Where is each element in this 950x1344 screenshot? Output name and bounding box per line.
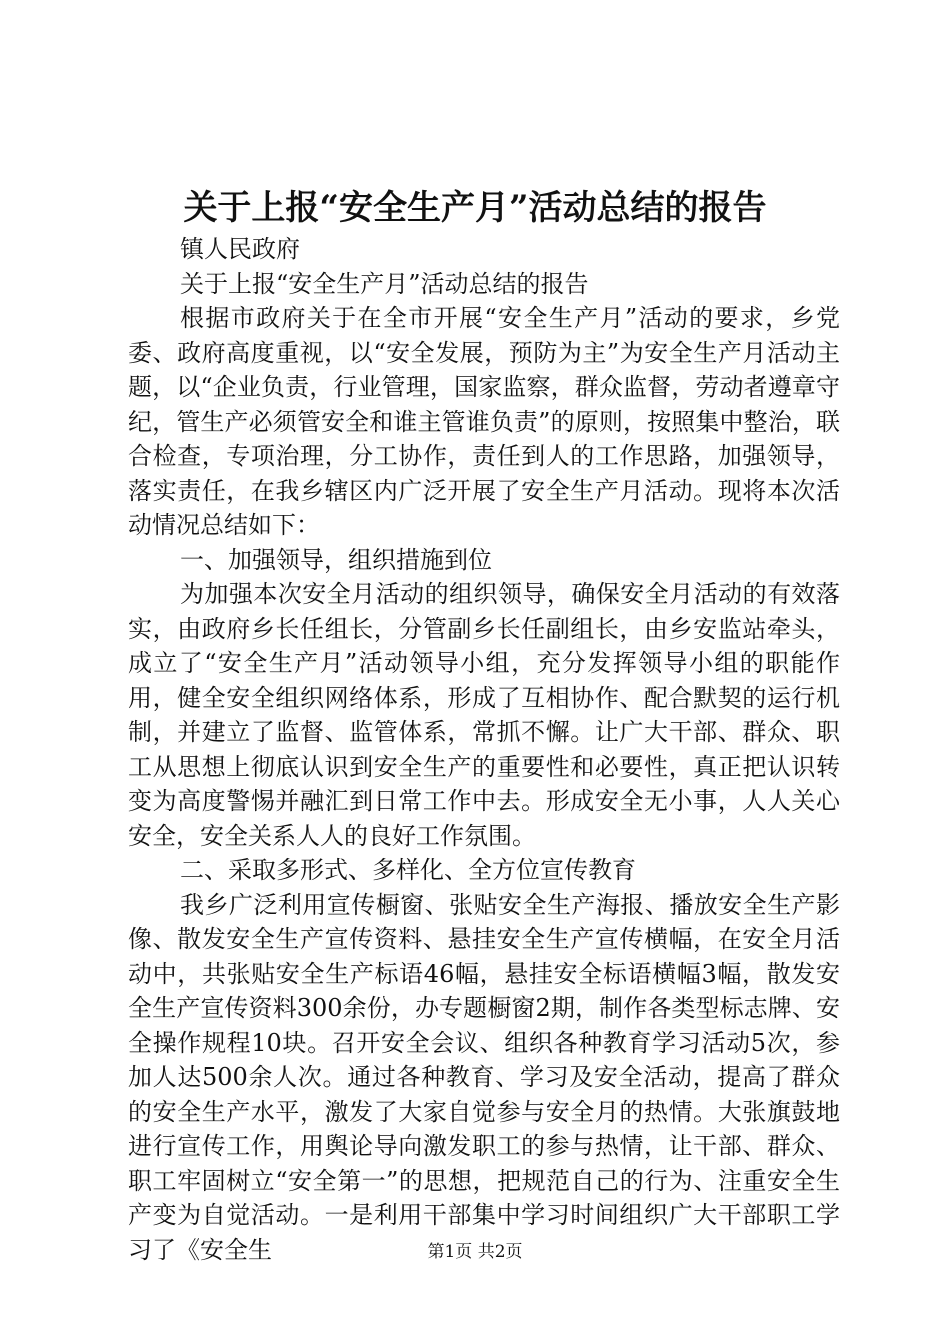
- page-footer: 第1页 共2页: [427, 1242, 523, 1262]
- section-1-paragraph: 为加强本次安全月活动的组织领导，确保安全月活动的有效落实，由政府乡长任组长，分管副乡长任副组长，由乡安监站牵头，成立了“安全生产月”活动领导小组，充分发挥领导小组的职能作用，健全安全组织网络体系，形成了互相协作、配合默契的运行机制，并建立了监督、监管体系，常抓不懈。让广大干部、群众、职工从思想上彻底认识到安全生产的重要性和必要性，真正把认识转变为高度警惕并融汇到日常工作中去。形成安全无小事，人人关心安全，安全关系人人的良好工作氛围。: [128, 580, 840, 850]
- section-heading-1: 一、加强领导，组织措施到位: [180, 545, 492, 574]
- section-heading-2: 二、采取多形式、多样化、全方位宣传教育: [180, 856, 636, 884]
- document-body: [128, 232, 840, 1267]
- document-title: 关于上报“安全生产月”活动总结的报告: [183, 188, 767, 228]
- report-subject: 关于上报“安全生产月”活动总结的报告: [180, 269, 589, 298]
- addressee: 镇人民政府: [180, 235, 300, 263]
- section-2-paragraph: 我乡广泛利用宣传橱窗、张贴安全生产海报、播放安全生产影像、散发安全生产宣传资料、悬挂安全生产宣传横幅，在安全月活动中，共张贴安全生产标语46幅，悬挂安全标语横幅3幅，散发安全生产宣传资料300余份，办专题橱窗2期，制作各类型标志牌、安全操作规程10块。召开安全会议、组织各种教育学习活动5次，参加人达500余人次。通过各种教育、学习及安全活动，提高了群众的安全生产水平，激发了大家自觉参与安全月的热情。大张旗鼓地进行宣传工作，用舆论导向激发职工的参与热情，让干部、群众、职工牢固树立“安全第一”的思想，把规范自己的行为、注重安全生产变为自觉活动。一是利用干部集中学习时间组织广大干部职工学习了《安全生: [128, 890, 840, 1264]
- intro-paragraph: 根据市政府关于在全市开展“安全生产月”活动的要求，乡党委、政府高度重视，以“安全发展，预防为主”为安全生产月活动主题，以“企业负责，行业管理，国家监察，群众监督，劳动者遵章守纪，管生产必须管安全和谁主管谁负责”的原则，按照集中整治，联合检查，专项治理，分工协作，责任到人的工作思路，加强领导，落实责任，在我乡辖区内广泛开展了安全生产月活动。现将本次活动情况总结如下：: [128, 304, 840, 539]
